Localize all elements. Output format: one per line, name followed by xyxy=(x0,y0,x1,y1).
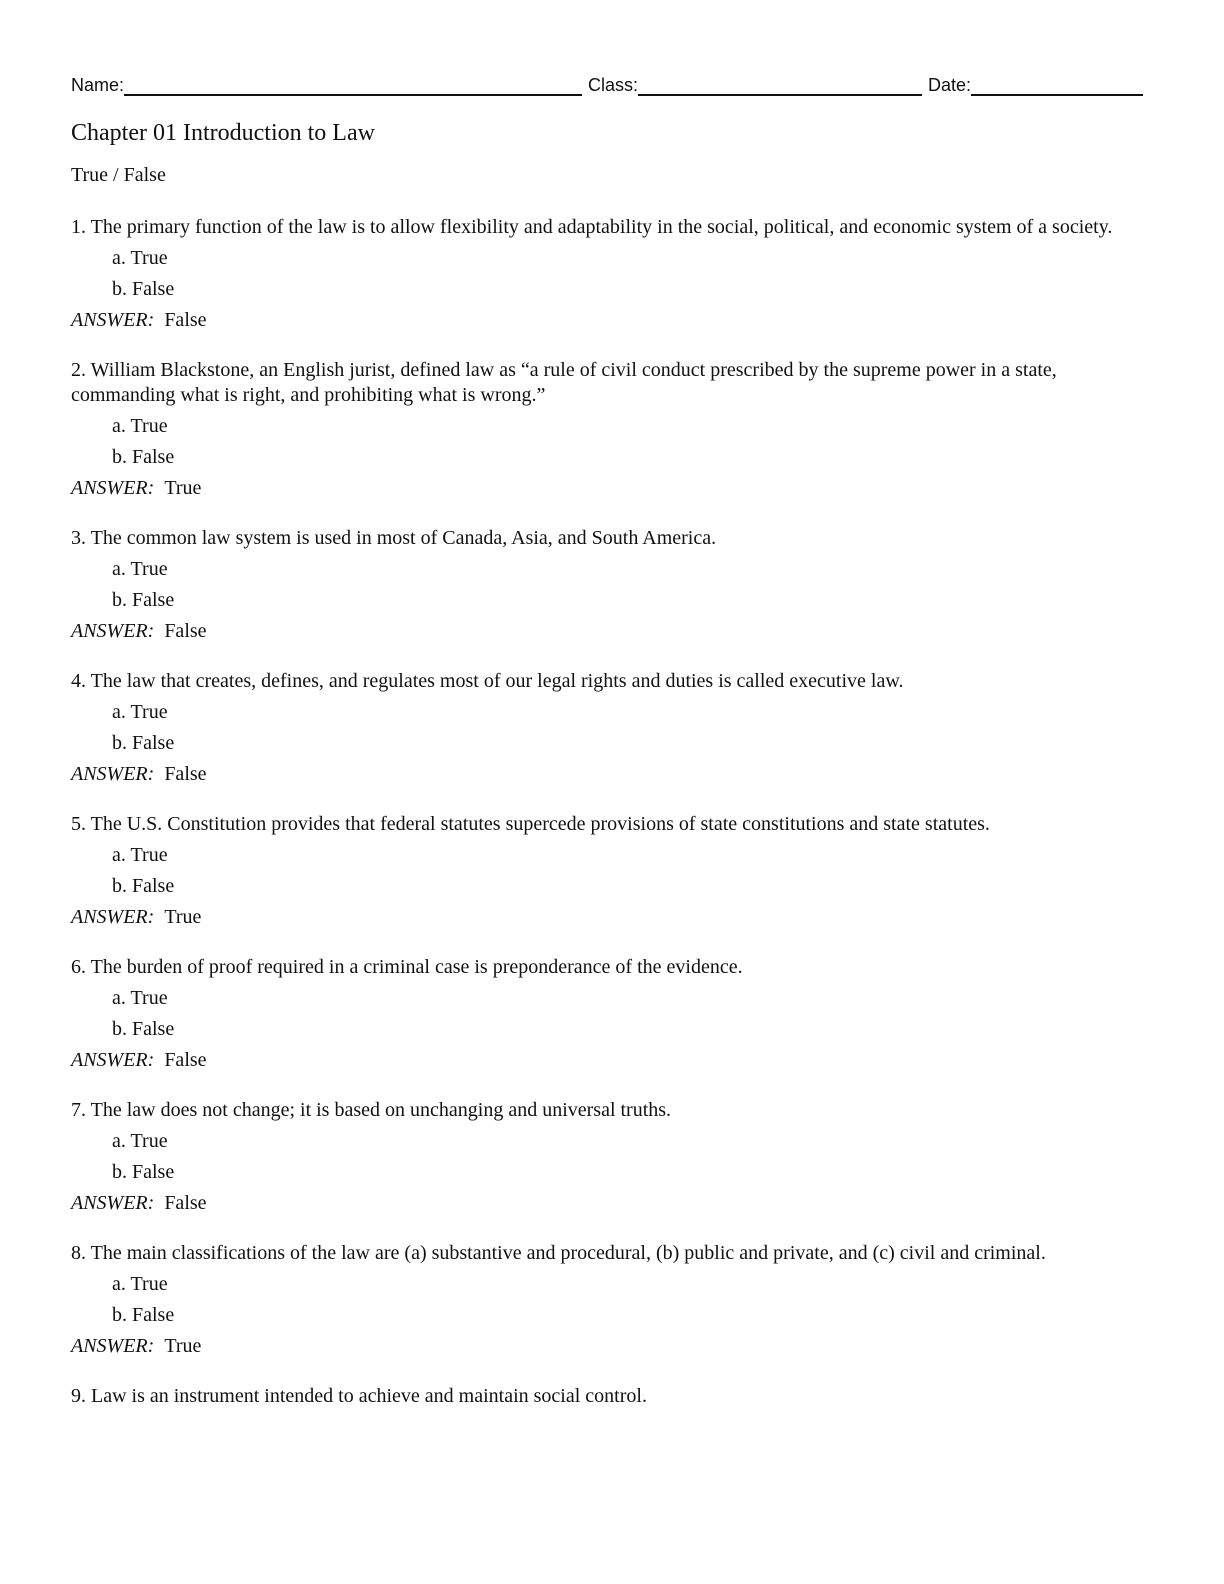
option-true: a. True xyxy=(112,701,168,723)
document-page xyxy=(71,66,1143,1409)
answer-row xyxy=(71,308,1143,333)
answer-label: ANSWER: xyxy=(71,1335,155,1357)
question-text: 2. William Blackstone, an English jurist, defined law as “a rule of civil conduct prescribed by the supreme power in a state, commanding what is right, and prohibiting what is wrong.” xyxy=(71,359,1057,406)
answer-label: ANSWER: xyxy=(71,309,155,331)
answer-value: True xyxy=(164,477,202,499)
question-text: 3. The common law system is used in most of Canada, Asia, and South America. xyxy=(71,527,717,549)
answer-row xyxy=(71,762,1143,787)
question-text: 4. The law that creates, defines, and regulates most of our legal rights and duties is called executive law. xyxy=(71,670,904,692)
option-true: a. True xyxy=(112,987,168,1009)
answer-value: True xyxy=(164,1335,202,1357)
name-blank-line xyxy=(124,72,582,96)
option-true: a. True xyxy=(112,247,168,269)
section-title: True / False xyxy=(71,164,166,186)
answer-row xyxy=(71,1334,1143,1359)
answer-row xyxy=(71,905,1143,930)
answer-value: False xyxy=(164,1192,207,1214)
answer-value: False xyxy=(164,309,207,331)
question-6 xyxy=(71,955,1143,1073)
answer-row xyxy=(71,1191,1143,1216)
chapter-title: Chapter 01 Introduction to Law xyxy=(71,120,375,146)
question-text: 1. The primary function of the law is to allow flexibility and adaptability in the social, political, and economic system of a society. xyxy=(71,216,1113,238)
answer-label: ANSWER: xyxy=(71,1192,155,1214)
answer-value: False xyxy=(164,620,207,642)
question-text: 9. Law is an instrument intended to achieve and maintain social control. xyxy=(71,1385,647,1407)
question-2 xyxy=(71,358,1143,501)
answer-label: ANSWER: xyxy=(71,763,155,785)
answer-value: False xyxy=(164,1049,207,1071)
option-false: b. False xyxy=(112,278,175,300)
name-label: Name: xyxy=(71,75,125,95)
question-4 xyxy=(71,669,1143,787)
option-false: b. False xyxy=(112,589,175,611)
option-true: a. True xyxy=(112,415,168,437)
date-blank-line xyxy=(971,72,1143,96)
option-false: b. False xyxy=(112,732,175,754)
date-label: Date: xyxy=(928,75,972,95)
question-1 xyxy=(71,215,1143,333)
option-true: a. True xyxy=(112,1130,168,1152)
student-info-header xyxy=(71,66,1143,96)
option-true: a. True xyxy=(112,558,168,580)
answer-label: ANSWER: xyxy=(71,1049,155,1071)
answer-value: True xyxy=(164,906,202,928)
question-8 xyxy=(71,1241,1143,1359)
question-9 xyxy=(71,1384,1143,1409)
question-text: 7. The law does not change; it is based on unchanging and universal truths. xyxy=(71,1099,672,1121)
answer-value: False xyxy=(164,763,207,785)
question-text: 6. The burden of proof required in a criminal case is preponderance of the evidence. xyxy=(71,956,743,978)
class-label: Class: xyxy=(588,75,639,95)
option-false: b. False xyxy=(112,446,175,468)
answer-row xyxy=(71,619,1143,644)
option-false: b. False xyxy=(112,1018,175,1040)
option-true: a. True xyxy=(112,844,168,866)
question-7 xyxy=(71,1098,1143,1216)
question-text: 8. The main classifications of the law are (a) substantive and procedural, (b) public and private, and (c) civil and criminal. xyxy=(71,1242,1046,1264)
option-false: b. False xyxy=(112,875,175,897)
question-3 xyxy=(71,526,1143,644)
question-5 xyxy=(71,812,1143,930)
answer-row xyxy=(71,476,1143,501)
option-false: b. False xyxy=(112,1161,175,1183)
option-true: a. True xyxy=(112,1273,168,1295)
option-false: b. False xyxy=(112,1304,175,1326)
answer-label: ANSWER: xyxy=(71,620,155,642)
question-text: 5. The U.S. Constitution provides that federal statutes supercede provisions of state constitutions and state statutes. xyxy=(71,813,990,835)
answer-label: ANSWER: xyxy=(71,477,155,499)
class-blank-line xyxy=(638,72,922,96)
answer-label: ANSWER: xyxy=(71,906,155,928)
answer-row xyxy=(71,1048,1143,1073)
